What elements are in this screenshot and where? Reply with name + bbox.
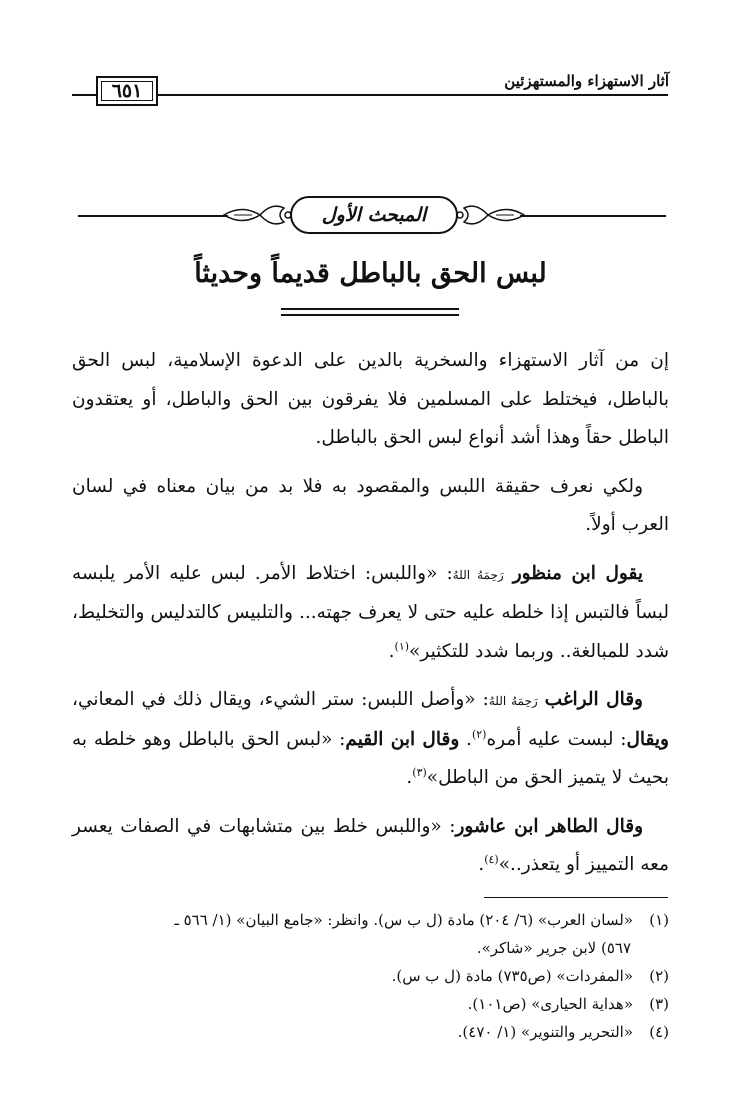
quote-lead: ويقال bbox=[626, 728, 669, 750]
page-number: ٦٥١ bbox=[111, 80, 143, 102]
honorific: رَحِمَهُ اللهُ bbox=[488, 694, 538, 708]
title-underline bbox=[281, 308, 459, 310]
footnote-number: (٣) bbox=[649, 995, 669, 1013]
footnote-text: «التحرير والتنوير» (١/ ٤٧٠). bbox=[457, 1023, 633, 1041]
footnote bbox=[72, 906, 669, 934]
page-number-box bbox=[96, 76, 158, 106]
chapter-title: لبس الحق بالباطل قديماً وحديثاً bbox=[194, 258, 547, 289]
footnote-ref: (٤) bbox=[484, 852, 499, 866]
footnote-text: «المفردات» (ص٧٣٥) مادة (ل ب س). bbox=[391, 967, 633, 985]
footnote-continuation: ٥٦٧) لابن جرير «شاكر». bbox=[476, 939, 631, 957]
running-title: آثار الاستهزاء والمستهزئين bbox=[504, 72, 669, 90]
paragraph: ولكي نعرف حقيقة اللبس والمقصود به فلا بد من بيان معناه في لسان العرب أولاً. bbox=[72, 475, 669, 535]
quoted-author: يقول ابن منظور bbox=[512, 562, 643, 584]
section-label-frame bbox=[290, 196, 458, 234]
footnote-ref: (١) bbox=[394, 639, 410, 653]
footnote bbox=[72, 990, 669, 1018]
section-label: المبحث الأول bbox=[321, 204, 427, 226]
honorific: رَحِمَهُ اللهُ bbox=[452, 567, 504, 582]
footnote-ref: (٣) bbox=[412, 765, 427, 779]
paragraph: وقال الطاهر ابن عاشور: «واللبس خلط بين متشابهات في الصفات يعسر معه التمييز أو يتعذر..»$^{(٤)}$. bbox=[72, 815, 669, 875]
header-rule bbox=[72, 94, 668, 96]
paragraph: إن من آثار الاستهزاء والسخرية بالدين على الدعوة الإسلامية، لبس الحق بالباطل، فيختلط على المسلمين فلا يفرقون بين الحق والباطل، أو يعتقدون الباطل حقاً وهذا أشد أنواع لبس الحق بالباطل. bbox=[72, 350, 669, 448]
body-text bbox=[72, 342, 669, 895]
quote-text: : لبست عليه أمره bbox=[486, 728, 627, 750]
footnote-ref: (٢) bbox=[471, 727, 487, 741]
quoted-author: وقال ابن القيم bbox=[345, 728, 460, 750]
footnote-number: (٢) bbox=[649, 967, 669, 985]
footnote-text: «لسان العرب» (٦/ ٢٠٤) مادة (ل ب س). وانظر: «جامع البيان» (١/ ٥٦٦ ـ bbox=[174, 911, 633, 929]
right-flourish-icon bbox=[454, 198, 526, 234]
quote-text: : «لبس الحق بالباطل وهو خلطه به بحيث لا يتميز الحق من الباطل» bbox=[72, 728, 669, 788]
paragraph: يقول ابن منظور رَحِمَهُ اللهُ: «واللبس: اختلاط الأمر. لبس عليه الأمر يلبسه لبساً فالتبس إذا خلطه عليه حتى لا يعرف جهته... والتلبيس كالتدليس والتخليط، شدد للمبالغة.. وربما شدد للتكثير»$^{(١)}$. bbox=[72, 562, 669, 662]
footnote-text: «هداية الحيارى» (ص١٠١). bbox=[467, 995, 633, 1013]
footnote-number: (٤) bbox=[649, 1023, 669, 1041]
footnote-number: (١) bbox=[649, 911, 669, 929]
title-underline bbox=[281, 314, 459, 316]
quote-text: : «واللبس خلط بين متشابهات في الصفات يعسر معه التمييز أو يتعذر..» bbox=[72, 815, 669, 875]
footnote bbox=[72, 962, 669, 990]
footnotes bbox=[72, 906, 669, 1046]
footnote-rule bbox=[484, 897, 668, 898]
ornament-line-right bbox=[520, 215, 666, 217]
quote-text: : «واللبس: اختلاط الأمر. لبس عليه الأمر يلبسه لبساً فالتبس إذا خلطه عليه حتى لا يعرف جهته... والتلبيس كالتدليس والتخليط، شدد للمبالغة.. وربما شدد للتكثير» bbox=[72, 562, 669, 662]
paragraph: وقال الراغب رَحِمَهُ اللهُ: «وأصل اللبس: ستر الشيء، ويقال ذلك في المعاني، ويقال: لبست عليه أمره$^{(٢)}$. وقال ابن القيم: «لبس الحق بالباطل وهو خلطه به بحيث لا يتميز الحق من الباطل»$^{(٣)}$. bbox=[72, 689, 669, 788]
left-flourish-icon bbox=[222, 198, 294, 234]
ornament-line-left bbox=[78, 215, 228, 217]
quote-text: : «وأصل اللبس: ستر الشيء، ويقال ذلك في المعاني، bbox=[72, 689, 489, 710]
footnote bbox=[72, 1018, 669, 1046]
quoted-author: وقال الراغب bbox=[544, 689, 643, 710]
quoted-author: وقال الطاهر ابن عاشور bbox=[455, 815, 643, 837]
